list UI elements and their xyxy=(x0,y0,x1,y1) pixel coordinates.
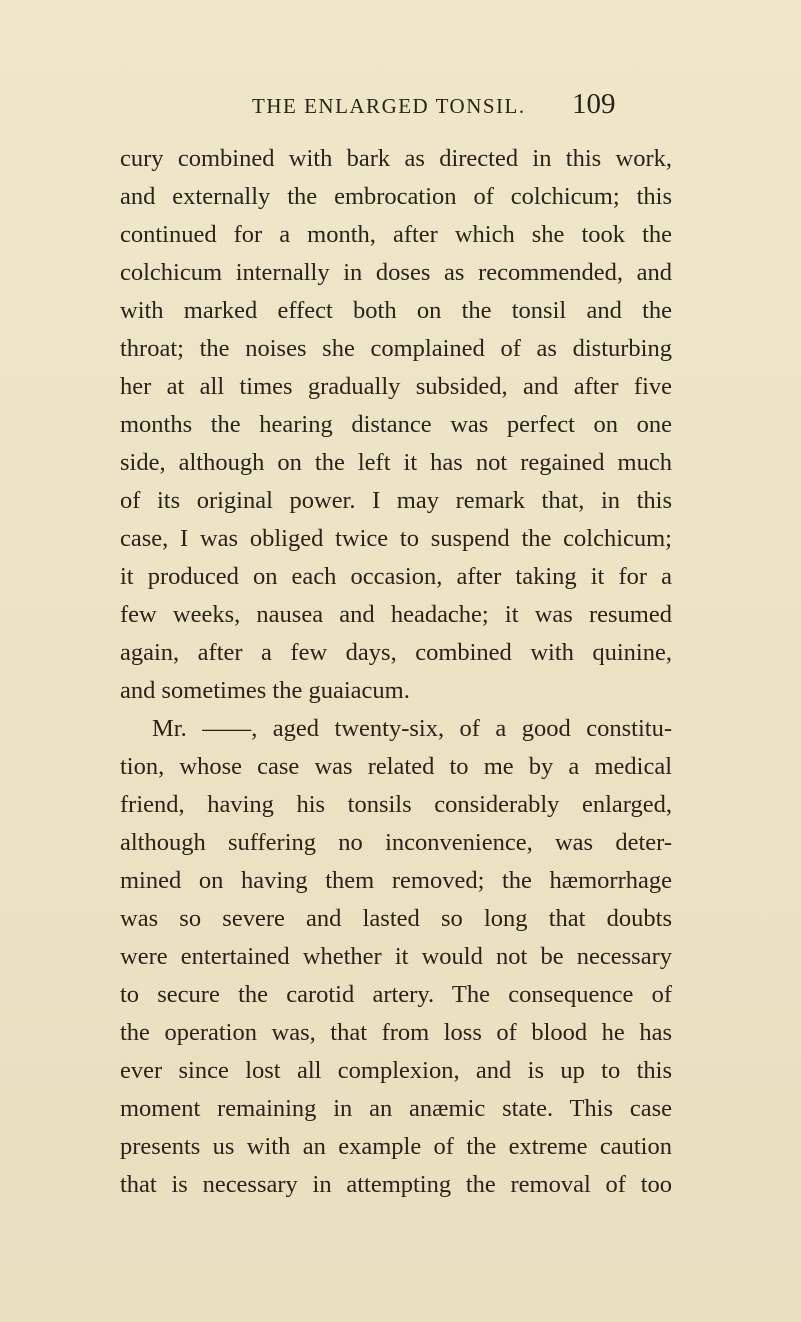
text-line: it produced on each occasion, after taking it for a xyxy=(120,563,672,590)
text-line: ever since lost all complexion, and is up to this xyxy=(120,1057,672,1084)
text-line: her at all times gradually subsided, and after five xyxy=(120,373,672,400)
text-line: side, although on the left it has not regained much xyxy=(120,449,672,476)
text-line: although suffering no inconvenience, was deter- xyxy=(120,829,672,856)
text-line: friend, having his tonsils considerably enlarged, xyxy=(120,791,672,818)
text-line: with marked effect both on the tonsil and the xyxy=(120,297,672,324)
text-line: cury combined with bark as directed in this work, xyxy=(120,145,672,172)
text-line: and sometimes the guaiacum. xyxy=(120,677,410,704)
text-line: colchicum internally in doses as recommended, and xyxy=(120,259,672,286)
text-line: and externally the embrocation of colchicum; this xyxy=(120,183,672,210)
text-line: was so severe and lasted so long that doubts xyxy=(120,905,672,932)
text-line: to secure the carotid artery. The consequence of xyxy=(120,981,672,1008)
text-line: that is necessary in attempting the removal of too xyxy=(120,1171,672,1198)
text-line: case, I was obliged twice to suspend the colchicum; xyxy=(120,525,672,552)
page-header xyxy=(0,88,801,128)
text-line: the operation was, that from loss of blood he has xyxy=(120,1019,672,1046)
text-line: again, after a few days, combined with quinine, xyxy=(120,639,672,666)
text-line: of its original power. I may remark that, in this xyxy=(120,487,672,514)
text-line: presents us with an example of the extreme caution xyxy=(120,1133,672,1160)
text-line: moment remaining in an anæmic state. This case xyxy=(120,1095,672,1122)
text-line: were entertained whether it would not be necessary xyxy=(120,943,672,970)
text-line: throat; the noises she complained of as disturbing xyxy=(120,335,672,362)
text-line: tion, whose case was related to me by a medical xyxy=(120,753,672,780)
page-number: 109 xyxy=(572,88,616,120)
text-line: mined on having them removed; the hæmorrhage xyxy=(120,867,672,894)
text-line: continued for a month, after which she took the xyxy=(120,221,672,248)
running-title: THE ENLARGED TONSIL. xyxy=(252,94,526,118)
text-line: Mr. ——, aged twenty-six, of a good constitu- xyxy=(152,715,672,742)
body-text xyxy=(120,140,672,1204)
text-line: few weeks, nausea and headache; it was resumed xyxy=(120,601,672,628)
text-line: months the hearing distance was perfect on one xyxy=(120,411,672,438)
